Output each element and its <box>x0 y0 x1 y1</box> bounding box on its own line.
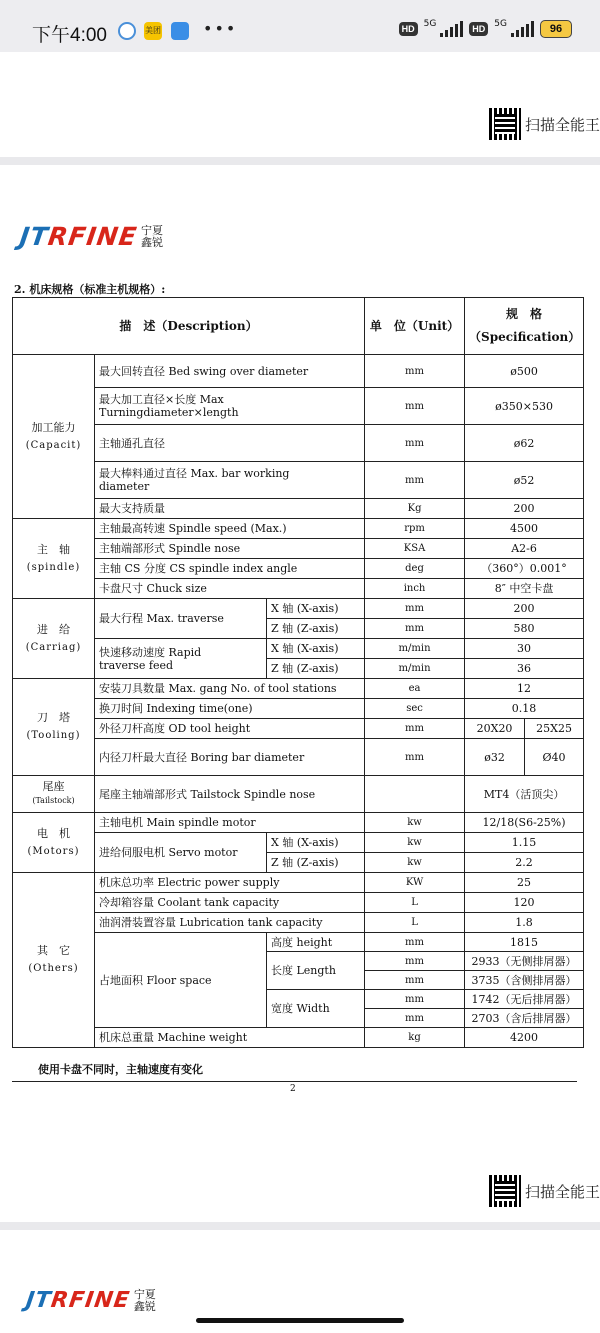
row-desc: 机床总重量 Machine weight <box>95 1028 365 1048</box>
signal-icon-2 <box>511 21 534 37</box>
watermark-text: 扫描全能王 <box>524 115 600 134</box>
category-capacity: 加工能力 (Capacit) <box>13 355 95 519</box>
row-desc: 冷却箱容量 Coolant tank capacity <box>95 893 365 913</box>
row-spec: ø500 <box>465 355 584 388</box>
row-desc: 换刀时间 Indexing time(one) <box>95 699 365 719</box>
row-unit: ea <box>365 679 465 699</box>
company-logo-2: JTRFINE 宁夏 鑫锐 <box>24 1287 156 1313</box>
row-unit: kg <box>365 1028 465 1048</box>
row-spec: （360°）0.001° <box>465 559 584 579</box>
more-notifications-icon: ••• <box>203 19 238 38</box>
row-unit: deg <box>365 559 465 579</box>
row-unit: Kg <box>365 499 465 519</box>
category-spindle: 主 轴 (spindle) <box>13 519 95 599</box>
row-axis: X 轴 (X-axis) <box>267 599 365 619</box>
row-spec: ø62 <box>465 425 584 462</box>
app-icon-meituan: 美团 <box>144 22 162 40</box>
status-bar <box>0 0 600 52</box>
row-desc: 最大加工直径×长度 Max Turningdiameter×length <box>95 388 365 425</box>
row-desc: 快速移动速度 Rapid traverse feed <box>95 639 267 679</box>
row-spec: 3735（含侧排屑器） <box>465 971 584 990</box>
row-unit: L <box>365 893 465 913</box>
row-spec: 2933（无侧排屑器） <box>465 952 584 971</box>
row-axis: Z 轴 (Z-axis) <box>267 659 365 679</box>
row-spec: 0.18 <box>465 699 584 719</box>
row-unit: kw <box>365 813 465 833</box>
signal-icon <box>440 21 463 37</box>
hd-icon-2: HD <box>469 22 488 36</box>
row-spec: 2703（含后排屑器） <box>465 1009 584 1028</box>
row-unit: KSA <box>365 539 465 559</box>
row-unit: mm <box>365 425 465 462</box>
scanner-watermark-2 <box>489 1175 600 1207</box>
row-sub: 宽度 Width <box>267 990 365 1028</box>
row-axis: Z 轴 (Z-axis) <box>267 619 365 639</box>
row-desc: 进给伺服电机 Servo motor <box>95 833 267 873</box>
row-spec: 12 <box>465 679 584 699</box>
row-unit: kw <box>365 853 465 873</box>
row-unit: KW <box>365 873 465 893</box>
status-indicators <box>399 20 572 38</box>
footnote: 使用卡盘不同时，主轴速度有变化 <box>38 1063 203 1076</box>
section-title: 2. 机床规格（标准主机规格）: <box>14 283 166 296</box>
row-desc: 外径刀杆高度 OD tool height <box>95 719 365 739</box>
row-spec: 1742（无后排屑器） <box>465 990 584 1009</box>
scanner-watermark <box>489 108 600 140</box>
row-unit: L <box>365 913 465 933</box>
row-spec: 8″ 中空卡盘 <box>465 579 584 599</box>
row-spec: 120 <box>465 893 584 913</box>
row-spec: ø350×530 <box>465 388 584 425</box>
hd-icon: HD <box>399 22 418 36</box>
row-desc: 主轴电机 Main spindle motor <box>95 813 365 833</box>
row-spec: 20X20 <box>465 719 525 739</box>
row-desc: 机床总功率 Electric power supply <box>95 873 365 893</box>
qr-code-icon <box>489 1175 521 1207</box>
row-axis: X 轴 (X-axis) <box>267 639 365 659</box>
home-indicator[interactable] <box>196 1318 404 1323</box>
category-tailstock: 尾座 (Tailstock) <box>13 776 95 813</box>
row-desc: 主轴最高转速 Spindle speed (Max.) <box>95 519 365 539</box>
row-spec: 4200 <box>465 1028 584 1048</box>
row-spec: 200 <box>465 499 584 519</box>
page-number: 2 <box>290 1084 296 1094</box>
row-spec: 1.15 <box>465 833 584 853</box>
row-unit: mm <box>365 719 465 739</box>
network-type-2: 5G <box>494 18 507 29</box>
row-spec: 36 <box>465 659 584 679</box>
category-carriage: 进 给 (Carriag) <box>13 599 95 679</box>
row-unit: mm <box>365 739 465 776</box>
category-tooling: 刀 塔 (Tooling) <box>13 679 95 776</box>
row-spec: 200 <box>465 599 584 619</box>
company-logo: JTRFINE 宁夏 鑫锐 <box>17 222 163 251</box>
category-others: 其 它 (Others) <box>13 873 95 1048</box>
row-desc: 内径刀杆最大直径 Boring bar diameter <box>95 739 365 776</box>
row-desc: 主轴 CS 分度 CS spindle index angle <box>95 559 365 579</box>
row-unit: mm <box>365 355 465 388</box>
app-icon-gallery <box>171 22 189 40</box>
page-separator-2 <box>0 1222 600 1230</box>
row-desc: 主轴端部形式 Spindle nose <box>95 539 365 559</box>
row-unit: mm <box>365 599 465 619</box>
network-type: 5G <box>423 18 437 29</box>
row-desc: 占地面积 Floor space <box>95 933 267 1028</box>
row-unit: mm <box>365 990 465 1009</box>
status-time: 下午4:00 <box>32 25 107 46</box>
row-spec: A2-6 <box>465 539 584 559</box>
row-axis: Z 轴 (Z-axis) <box>267 853 365 873</box>
row-spec: ø52 <box>465 462 584 499</box>
row-desc: 最大行程 Max. traverse <box>95 599 267 639</box>
row-desc: 最大支持质量 <box>95 499 365 519</box>
spec-table <box>12 297 584 1048</box>
row-sub: 长度 Length <box>267 952 365 990</box>
row-desc: 最大棒料通过直径 Max. bar working diameter <box>95 462 365 499</box>
footer-divider <box>12 1081 577 1082</box>
watermark-text: 扫描全能王 <box>524 1182 600 1201</box>
battery-icon: 96 <box>540 20 572 38</box>
row-unit: sec <box>365 699 465 719</box>
row-spec: 30 <box>465 639 584 659</box>
row-spec: 25 <box>465 873 584 893</box>
row-sub: 高度 height <box>267 933 365 952</box>
row-desc: 尾座主轴端部形式 Tailstock Spindle nose <box>95 776 365 813</box>
row-spec: 1.8 <box>465 913 584 933</box>
header-spec: 规 格 （Specification） <box>465 298 584 355</box>
row-spec: 2.2 <box>465 853 584 873</box>
row-spec: 4500 <box>465 519 584 539</box>
row-spec: 25X25 <box>525 719 584 739</box>
row-unit: inch <box>365 579 465 599</box>
row-unit: mm <box>365 952 465 971</box>
row-unit: mm <box>365 619 465 639</box>
category-motors: 电 机 (Motors) <box>13 813 95 873</box>
app-icon-cloud <box>118 22 136 40</box>
row-unit: mm <box>365 933 465 952</box>
page-prev <box>0 52 600 157</box>
row-spec: MT4（活顶尖） <box>465 776 584 813</box>
row-axis: X 轴 (X-axis) <box>267 833 365 853</box>
row-unit: m/min <box>365 659 465 679</box>
row-spec: ø32 <box>465 739 525 776</box>
row-spec: 12/18(S6-25%) <box>465 813 584 833</box>
row-unit: kw <box>365 833 465 853</box>
row-desc: 油润滑装置容量 Lubrication tank capacity <box>95 913 365 933</box>
row-unit: mm <box>365 462 465 499</box>
row-desc: 安装刀具数量 Max. gang No. of tool stations <box>95 679 365 699</box>
header-unit: 单 位（Unit） <box>365 298 465 355</box>
row-unit: mm <box>365 388 465 425</box>
row-spec: 1815 <box>465 933 584 952</box>
row-desc: 最大回转直径 Bed swing over diameter <box>95 355 365 388</box>
row-desc: 主轴通孔直径 <box>95 425 365 462</box>
row-unit: m/min <box>365 639 465 659</box>
row-unit: rpm <box>365 519 465 539</box>
page-separator <box>0 157 600 165</box>
row-unit: mm <box>365 1009 465 1028</box>
row-unit: mm <box>365 971 465 990</box>
row-spec: Ø40 <box>525 739 584 776</box>
row-desc: 卡盘尺寸 Chuck size <box>95 579 365 599</box>
row-unit <box>365 776 465 813</box>
row-spec: 580 <box>465 619 584 639</box>
header-description: 描 述（Description） <box>13 298 365 355</box>
qr-code-icon <box>489 108 521 140</box>
